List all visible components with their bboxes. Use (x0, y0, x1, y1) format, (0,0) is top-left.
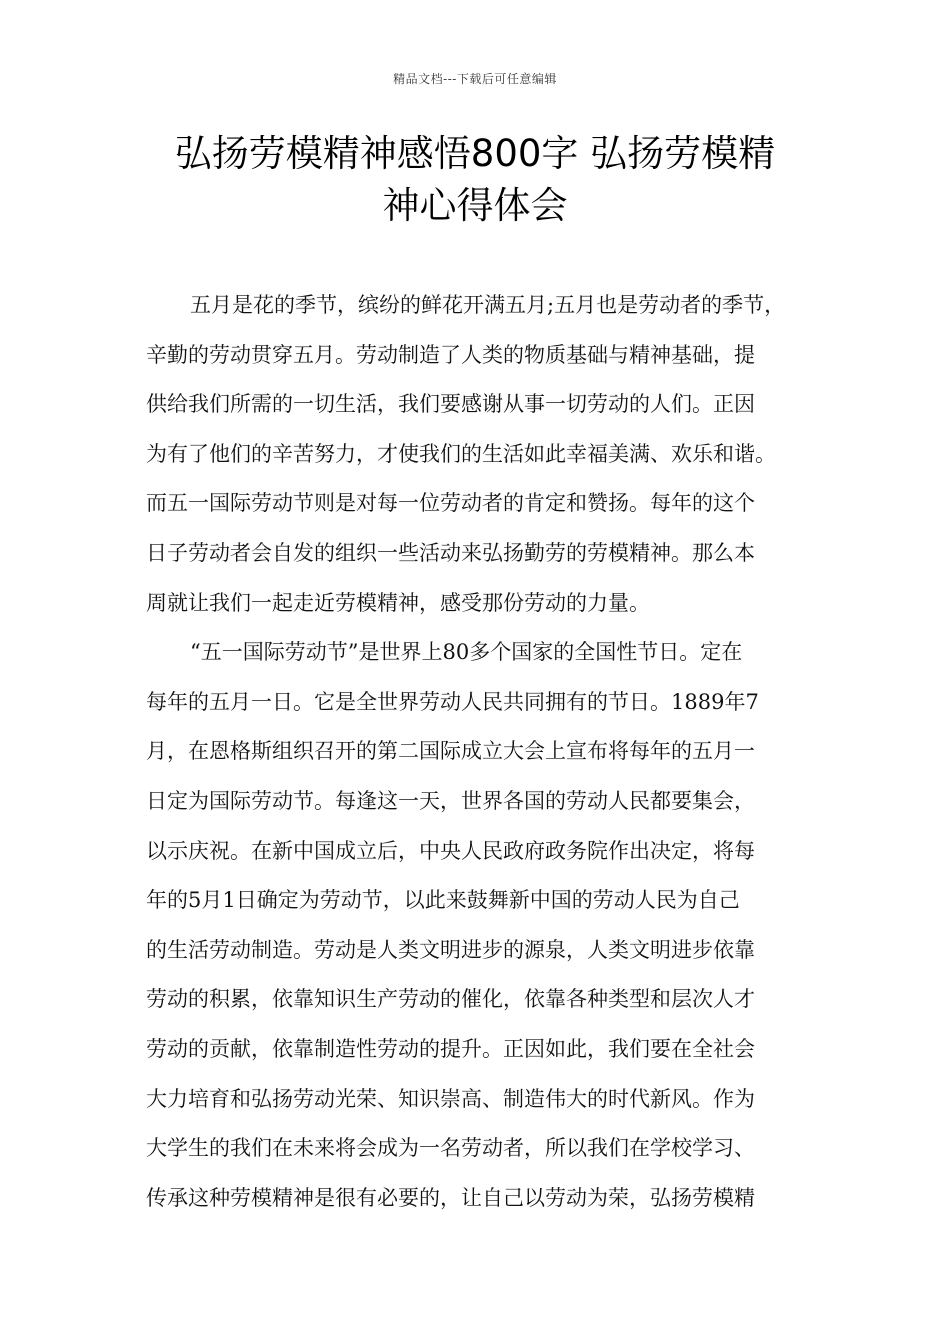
header-note: 精品文档---下载后可任意编辑 (393, 72, 557, 86)
document-title (145, 128, 805, 232)
paragraph-line: 周就让我们一起走近劳模精神，感受那份劳动的力量。 (146, 590, 650, 615)
paragraph-line: 大学生的我们在未来将会成为一名劳动者，所以我们在学校学习、 (146, 1136, 755, 1161)
paragraph-line: 劳动的贡献，依靠制造性劳动的提升。正因如此，我们要在全社会 (146, 1036, 755, 1061)
paragraph-line: “五一国际劳动节”是世界上80多个国家的全国性节日。定在 (190, 640, 743, 665)
title-line-2: 神心得体会 (382, 184, 568, 227)
paragraph-line: 年的5月1日确定为劳动节，以此来鼓舞新中国的劳动人民为自己 (146, 888, 740, 913)
paragraph-line: 以示庆祝。在新中国成立后，中央人民政府政务院作出决定，将每 (146, 838, 755, 863)
title-line-1: 弘扬劳模精神感悟800字 弘扬劳模精 (174, 132, 776, 175)
paragraph-line: 日子劳动者会自发的组织一些活动来弘扬勤劳的劳模精神。那么本 (146, 540, 755, 565)
paragraph-line: 供给我们所需的一切生活，我们要感谢从事一切劳动的人们。正因 (146, 392, 755, 417)
paragraph-line: 劳动的积累，依靠知识生产劳动的催化，依靠各种类型和层次人才 (146, 987, 755, 1012)
paragraph-line: 每年的五月一日。它是全世界劳动人民共同拥有的节日。1889年7 (146, 689, 759, 714)
paragraph-line: 五月是花的季节，缤纷的鲜花开满五月;五月也是劳动者的季节， (190, 293, 786, 317)
paragraph-1 (146, 281, 824, 628)
paragraph-line: 的生活劳动制造。劳动是人类文明进步的源泉，人类文明进步依靠 (146, 937, 755, 962)
paragraph-line: 为有了他们的辛苦努力，才使我们的生活如此幸福美满、欢乐和谐。 (146, 441, 776, 466)
paragraph-2 (146, 628, 824, 1223)
paragraph-line: 辛勤的劳动贯穿五月。劳动制造了人类的物质基础与精神基础，提 (146, 342, 755, 367)
paragraph-line: 月，在恩格斯组织召开的第二国际成立大会上宣布将每年的五月一 (146, 739, 755, 764)
paragraph-line: 大力培育和弘扬劳动光荣、知识崇高、制造伟大的时代新风。作为 (146, 1086, 755, 1111)
paragraph-line: 传承这种劳模精神是很有必要的，让自己以劳动为荣，弘扬劳模精 (146, 1185, 755, 1210)
paragraph-line: 日定为国际劳动节。每逢这一天，世界各国的劳动人民都要集会， (146, 788, 755, 813)
paragraph-line: 而五一国际劳动节则是对每一位劳动者的肯定和赞扬。每年的这个 (146, 491, 755, 516)
document-body (146, 281, 824, 1223)
